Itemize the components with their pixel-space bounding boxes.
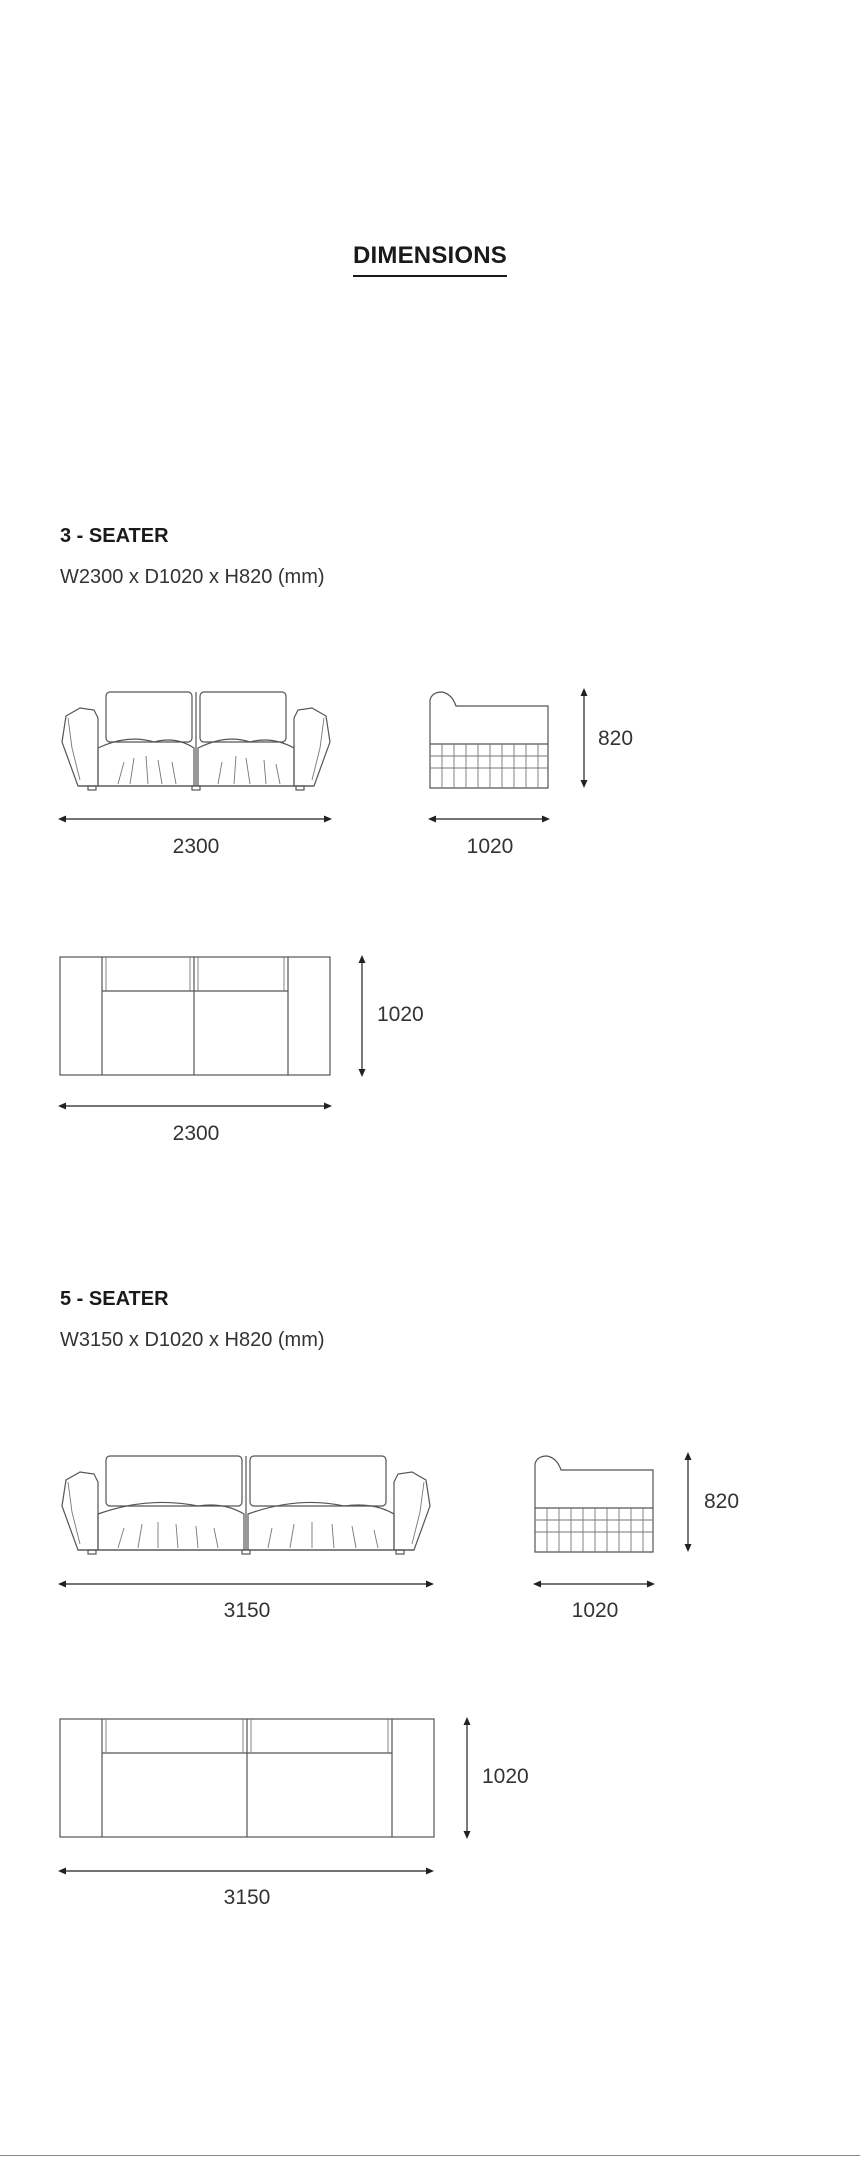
bottom-divider [0,2155,860,2156]
sofa-front-view-3-seater [58,688,338,798]
top-depth-label-5-seater: 1020 [482,1765,529,1788]
side-depth-label-3-seater: 1020 [466,835,514,858]
top-depth-arrow-5-seater [461,1717,473,1839]
side-height-label-3-seater: 820 [598,727,634,750]
top-depth-label-3-seater: 1020 [377,1003,424,1026]
sofa-top-view-5-seater [58,1717,436,1839]
top-width-arrow-5-seater [58,1866,436,1876]
front-width-label-5-seater: 3150 [223,1599,271,1622]
top-width-label-3-seater: 2300 [172,1122,220,1145]
top-depth-arrow-3-seater [356,955,368,1077]
sofa-top-view-3-seater [58,955,332,1077]
side-depth-arrow-3-seater [428,814,552,824]
sofa-side-view-3-seater [428,688,552,788]
section-dims-5-seater: W3150 x D1020 x H820 (mm) [60,1329,325,1351]
front-width-arrow-3-seater [58,814,334,824]
sofa-side-view-5-seater [533,1452,657,1552]
section-title-5-seater: 5 - SEATER [60,1288,169,1310]
front-width-label-3-seater: 2300 [172,835,220,858]
top-width-arrow-3-seater [58,1101,334,1111]
front-width-arrow-5-seater [58,1579,436,1589]
side-height-label-5-seater: 820 [704,1490,740,1513]
side-depth-arrow-5-seater [533,1579,657,1589]
section-title-3-seater: 3 - SEATER [60,525,169,547]
side-height-arrow-3-seater [578,688,590,788]
page-title-text: DIMENSIONS [353,242,507,277]
sofa-front-view-5-seater [58,1452,434,1562]
side-height-arrow-5-seater [682,1452,694,1552]
side-depth-label-5-seater: 1020 [571,1599,619,1622]
top-width-label-5-seater: 3150 [223,1886,271,1909]
page-title [0,242,860,270]
section-dims-3-seater: W2300 x D1020 x H820 (mm) [60,566,325,588]
